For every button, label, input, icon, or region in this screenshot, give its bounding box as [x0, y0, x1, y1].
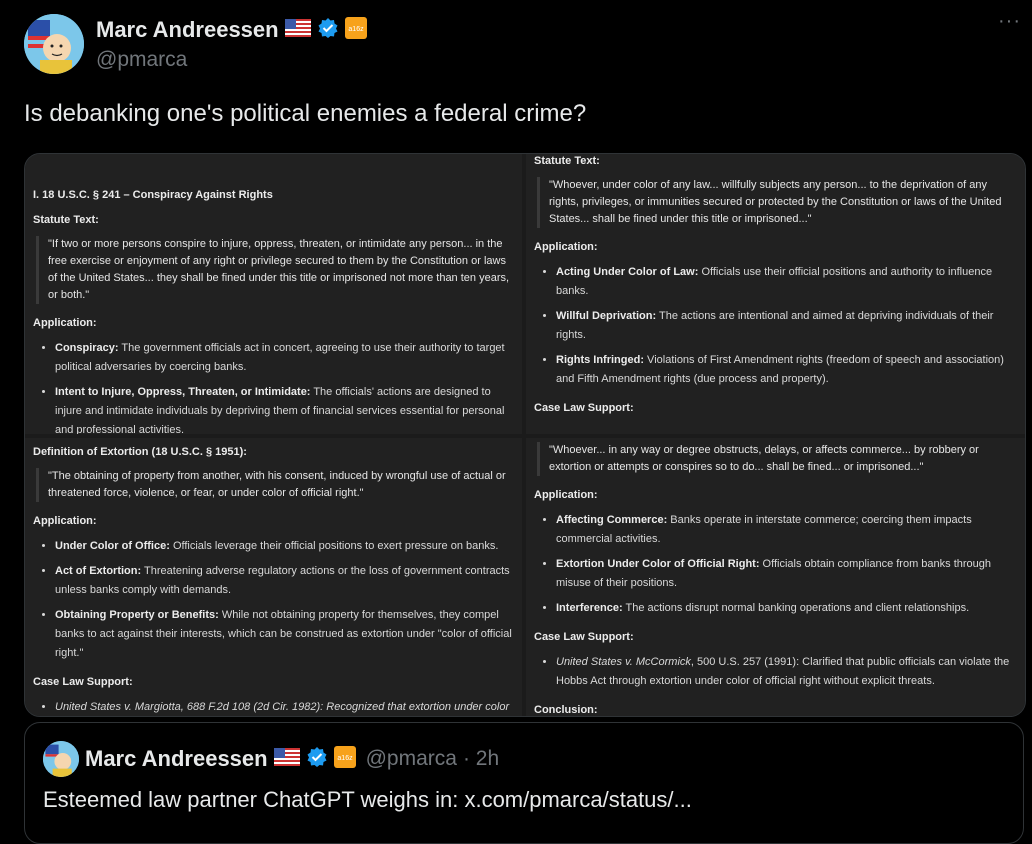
application-label: Application:	[534, 489, 598, 501]
list-item	[55, 339, 516, 377]
quoted-author-row	[85, 745, 499, 773]
list-item	[556, 263, 1019, 301]
application-list	[534, 511, 1019, 618]
list-item-text: The actions disrupt normal banking operations and client relationships.	[622, 602, 970, 614]
case-law-label: Case Law Support:	[534, 631, 634, 643]
list-item-text: Officials obtain compliance from banks through misuse of their positions.	[556, 558, 992, 589]
list-item-term: Willful Deprivation:	[556, 310, 657, 322]
list-item	[556, 351, 1019, 389]
statute-quote: "Whoever, under color of any law... willfully subjects any person... to the deprivation of any rights, privileges, or immunities secured or protected by the Constitution or laws of the United States... shall be fined under this title or imprisoned..."	[537, 177, 1019, 228]
application-list	[33, 339, 516, 434]
author-name[interactable]: Marc Andreessen	[96, 17, 279, 42]
list-item	[556, 511, 1019, 549]
list-item-text: Officials use their official positions and authority to influence banks.	[556, 266, 993, 297]
media-panel-3	[25, 438, 522, 716]
list-item-term: Acting Under Color of Law:	[556, 266, 699, 278]
application-label: Application:	[534, 241, 598, 253]
tweet-media-image[interactable]	[24, 153, 1026, 717]
author-name-row	[96, 16, 367, 44]
statute-quote: "If two or more persons conspire to injure, oppress, threaten, or intimidate any person... in the free exercise or enjoyment of any right or privilege secured to them by the Constitution or laws of the United States... they shall be fined under this title or imprisoned not more than ten years, or both."	[36, 236, 516, 304]
statute-label: Statute Text:	[33, 214, 99, 226]
case-citation: United States v. Margiotta, 688 F.2d 108 (2d Cir. 1982): Recognized that extortion under color	[55, 701, 510, 713]
application-list	[33, 537, 516, 663]
conclusion-label: Conclusion:	[534, 704, 598, 716]
list-item-term: Intent to Injure, Oppress, Threaten, or Intimidate:	[55, 386, 311, 398]
list-item-term: Affecting Commerce:	[556, 514, 668, 526]
list-item	[55, 383, 516, 434]
case-citation-title: United States v. McCormick	[556, 656, 691, 668]
section-heading: I. 18 U.S.C. § 241 – Conspiracy Against Rights	[33, 189, 273, 201]
verified-badge-icon[interactable]	[306, 746, 328, 773]
list-item-text: The officials' actions are designed to injure and intimidate individuals by depriving them of financial services essential for personal and professional activities.	[55, 386, 505, 434]
list-item-term: Obtaining Property or Benefits:	[55, 609, 219, 621]
list-item-text: While not obtaining property for themselves, they compel banks to act against their interests, which can be construed as extortion under "color of official right."	[55, 609, 512, 659]
list-item	[55, 537, 516, 556]
list-item-term: Act of Extortion:	[55, 565, 142, 577]
list-item-term: Extortion Under Color of Official Right:	[556, 558, 760, 570]
author-avatar[interactable]	[24, 14, 84, 74]
list-item-term: Interference:	[556, 602, 623, 614]
media-panel-4	[526, 438, 1025, 716]
case-law-label: Case Law Support:	[534, 402, 634, 414]
list-item	[556, 599, 1019, 618]
list-item	[55, 606, 516, 663]
case-citation-text: , 500 U.S. 257 (1991): Clarified that public officials can violate the Hobbs Act through extortion under color of official right without explicit threats.	[556, 656, 1010, 687]
list-item-term: Rights Infringed:	[556, 354, 644, 366]
a16z-affiliate-icon[interactable]	[345, 17, 367, 44]
list-item	[556, 307, 1019, 345]
media-panel-2	[526, 154, 1025, 434]
list-item-text: Threatening adverse regulatory actions or the loss of government contracts unless banks comply with demands.	[55, 565, 510, 596]
list-item-text: The actions are intentional and aimed at depriving individuals of their rights.	[556, 310, 994, 341]
list-item-text: The government officials act in concert, agreeing to use their authority to target political adversaries by coercing banks.	[55, 342, 505, 373]
case-law-list	[534, 653, 1019, 691]
list-item	[55, 698, 516, 716]
definition-label: Definition of Extortion (18 U.S.C. § 1951):	[33, 446, 247, 458]
quoted-author-avatar[interactable]	[43, 741, 79, 777]
quoted-tweet-card[interactable]	[24, 722, 1024, 844]
quoted-author-handle[interactable]: @pmarca	[365, 747, 457, 770]
statute-label: Statute Text:	[534, 155, 600, 167]
author-handle[interactable]: @pmarca	[96, 48, 188, 71]
verified-badge-icon[interactable]	[317, 17, 339, 44]
a16z-affiliate-icon[interactable]	[334, 746, 356, 773]
us-flag-icon	[274, 748, 300, 771]
tweet-text: Is debanking one's political enemies a federal crime?	[24, 100, 587, 127]
quoted-author-name[interactable]: Marc Andreessen	[85, 746, 268, 771]
list-item-text: Banks operate in interstate commerce; coercing them impacts commercial activities.	[556, 514, 972, 545]
application-label: Application:	[33, 317, 97, 329]
a16z-badge-text: a16z	[348, 25, 364, 33]
a16z-badge-text: a16z	[337, 754, 353, 762]
case-law-label: Case Law Support:	[33, 676, 133, 688]
list-item-text: Officials leverage their official positions to exert pressure on banks.	[169, 540, 499, 552]
list-item-term: Conspiracy:	[55, 342, 119, 354]
application-list	[534, 263, 1019, 389]
list-item	[556, 653, 1019, 691]
quoted-timestamp[interactable]: · 2h	[462, 747, 500, 770]
list-item	[55, 562, 516, 600]
list-item-text: Violations of First Amendment rights (freedom of speech and association) and Fifth Amendment rights (due process and property).	[556, 354, 1004, 385]
us-flag-icon	[285, 19, 311, 42]
case-law-list	[33, 698, 516, 716]
definition-quote: "The obtaining of property from another, with his consent, induced by wrongful use of actual or threatened force, violence, or fear, or under color of official right."	[36, 468, 516, 502]
statute-quote: "Whoever... in any way or degree obstructs, delays, or affects commerce... by robbery or extortion or attempts or conspires so to do... shall be fined... or imprisoned..."	[537, 442, 1019, 476]
list-item-term: Under Color of Office:	[55, 540, 170, 552]
more-options-icon[interactable]: ···	[998, 10, 1021, 32]
list-item	[556, 555, 1019, 593]
application-label: Application:	[33, 515, 97, 527]
quoted-tweet-text: Esteemed law partner ChatGPT weighs in: x.com/pmarca/status/...	[43, 787, 692, 812]
media-panel-1	[25, 154, 522, 434]
